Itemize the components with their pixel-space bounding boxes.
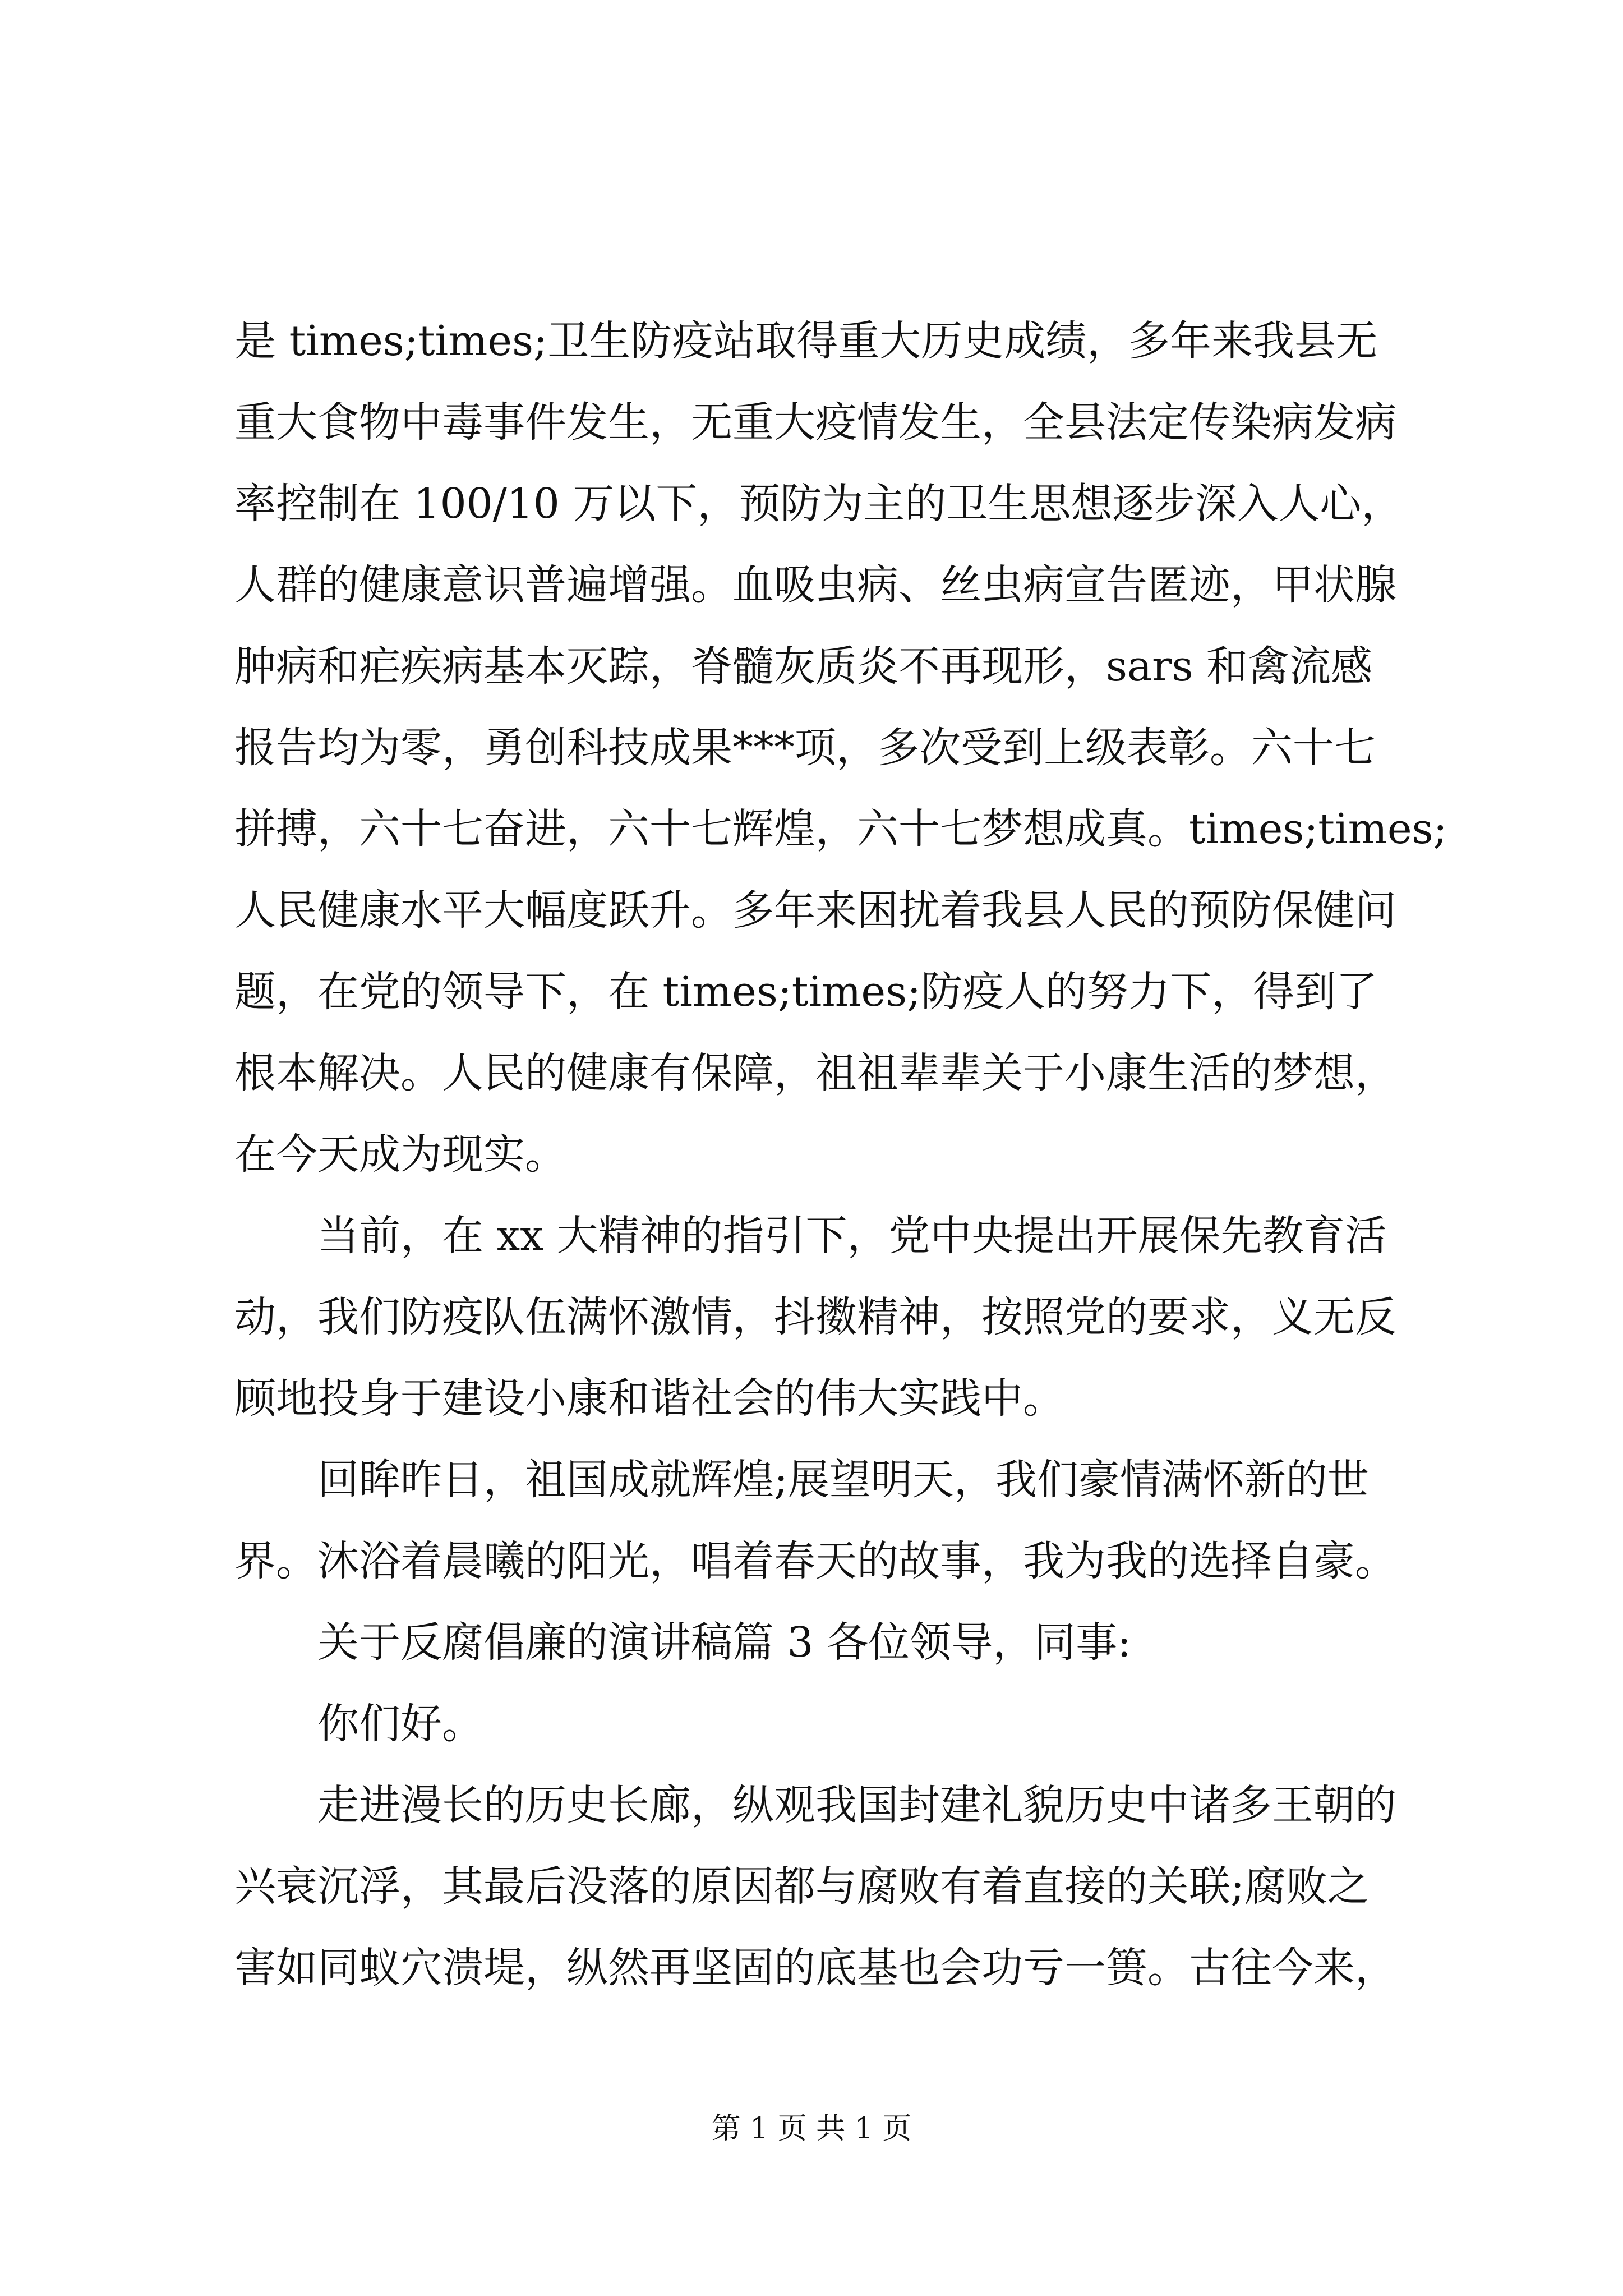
text-line: 动，我们防疫队伍满怀激情，抖擞精神，按照党的要求，义无反	[234, 1293, 1396, 1341]
text-line: 人民健康水平大幅度跃升。多年来困扰着我县人民的预防保健问	[234, 886, 1396, 935]
text-line: 题，在党的领导下，在 times;times;防疫人的努力下，得到了	[234, 968, 1378, 1016]
paragraph-start-line: 当前，在 xx 大精神的指引下，党中央提出开展保先教育活	[317, 1212, 1387, 1260]
text-line: 拼搏，六十七奋进，六十七辉煌，六十七梦想成真。times;times;	[234, 805, 1447, 853]
text-line: 率控制在 100/10 万以下，预防为主的卫生思想逐步深入人心，	[234, 480, 1403, 528]
text-line: 兴衰沉浮，其最后没落的原因都与腐败有着直接的关联;腐败之	[234, 1862, 1369, 1911]
text-line: 顾地投身于建设小康和谐社会的伟大实践中。	[234, 1374, 1064, 1423]
document-body	[234, 301, 1447, 2009]
section-heading-line: 关于反腐倡廉的演讲稿篇 3 各位领导，同事:	[317, 1618, 1132, 1667]
text-line: 肿病和疟疾病基本灭踪，脊髓灰质炎不再现形，sars 和禽流感	[234, 642, 1372, 691]
text-line: 界。沐浴着晨曦的阳光，唱着春天的故事，我为我的选择自豪。	[234, 1537, 1396, 1585]
paragraph-start-line: 走进漫长的历史长廊，纵观我国封建礼貌历史中诸多王朝的	[317, 1781, 1396, 1829]
text-line: 人群的健康意识普遍增强。血吸虫病、丝虫病宣告匿迹，甲状腺	[234, 561, 1396, 609]
page-footer: 第 1 页 共 1 页	[711, 2112, 912, 2146]
text-line: 在今天成为现实。	[234, 1130, 566, 1179]
text-line: 报告均为零，勇创科技成果***项，多次受到上级表彰。六十七	[234, 724, 1376, 772]
text-line: 害如同蚁穴溃堤，纵然再坚固的底基也会功亏一篑。古往今来，	[234, 1944, 1396, 1992]
text-line: 根本解决。人民的健康有保障，祖祖辈辈关于小康生活的梦想，	[234, 1049, 1396, 1097]
greeting-line: 你们好。	[317, 1700, 483, 1748]
text-line: 重大食物中毒事件发生，无重大疫情发生，全县法定传染病发病	[234, 398, 1396, 447]
paragraph-start-line: 回眸昨日，祖国成就辉煌;展望明天，我们豪情满怀新的世	[317, 1456, 1369, 1504]
text-line: 是 times;times;卫生防疫站取得重大历史成绩，多年来我县无	[234, 317, 1378, 365]
